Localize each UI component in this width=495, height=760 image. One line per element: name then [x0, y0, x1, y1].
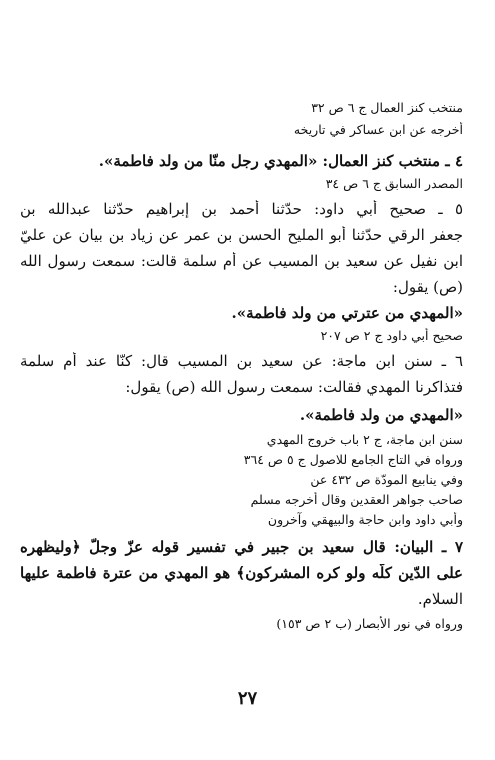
- page-number: ٢٧: [237, 688, 258, 709]
- hadith-entry: ٤ ـ منتخب كنز العمال: «المهدي رجل منّا من ولد فاطمة».: [98, 152, 463, 170]
- footnote-source: ورواه في التاج الجامع للاصول ج ٥ ص ٣٦٤: [243, 452, 463, 467]
- body-text-line: فتذاكرنا المهدي فقالت: سمعت رسول الله (ص) يقول:: [125, 378, 463, 396]
- hadith-entry: ٦ ـ سنن ابن ماجة: عن سعيد بن المسيب قال: كنّا عند أم سلمة: [20, 352, 463, 370]
- footnote-source: صحيح أبي داود ج ٢ ص ٢٠٧: [320, 328, 463, 343]
- body-text-line: (ص) يقول:: [392, 278, 463, 296]
- footnote-source: ورواه في نور الأبصار (ب ٢ ص ١٥٣): [276, 616, 463, 631]
- footnote-source: منتخب كنز العمال ج ٦ ص ٣٢: [311, 100, 463, 115]
- footnote-source: المصدر السابق ج ٦ ص ٣٤: [325, 176, 463, 191]
- footnote-source: وأبي داود وابن حاجة والبيهقي وآخرون: [267, 512, 463, 527]
- hadith-entry: ٥ ـ صحيح أبي داود: حدّثنا أحمد بن إبراهيم حدّثنا عبدالله بن: [20, 200, 463, 218]
- body-text-line: ابن نفيل عن سعيد بن المسيب عن أم سلمة قالت: سمعت رسول الله: [20, 252, 463, 270]
- hadith-quote: «المهدي من ولد فاطمة».: [299, 406, 463, 424]
- footnote-source: أخرجه عن ابن عساكر في تاريخه: [293, 122, 463, 137]
- hadith-quote: «المهدي من عترتي من ولد فاطمة».: [231, 304, 463, 322]
- footnote-source: صاحب جواهر العقدين وقال أخرجه مسلم: [250, 492, 463, 507]
- hadith-entry: ٧ ـ البيان: قال سعيد بن جبير في تفسير قوله عزّ وجلّ ﴿وليظهره: [20, 538, 463, 556]
- body-text-line: جعفر الرقي حدّثنا أبو المليح الحسن بن عمر عن زياد بن بيان عن عليّ: [20, 226, 463, 244]
- body-text-line: السلام.: [417, 590, 463, 608]
- footnote-source: سنن ابن ماجة، ج ٢ باب خروج المهدي: [266, 432, 463, 447]
- footnote-source: وفي ينابيع المودّة ص ٤٣٢ عن: [310, 472, 463, 487]
- body-text-line: على الدّين كلّه ولو كره المشركون﴾ هو المهدي من عترة فاطمة عليها: [20, 564, 463, 582]
